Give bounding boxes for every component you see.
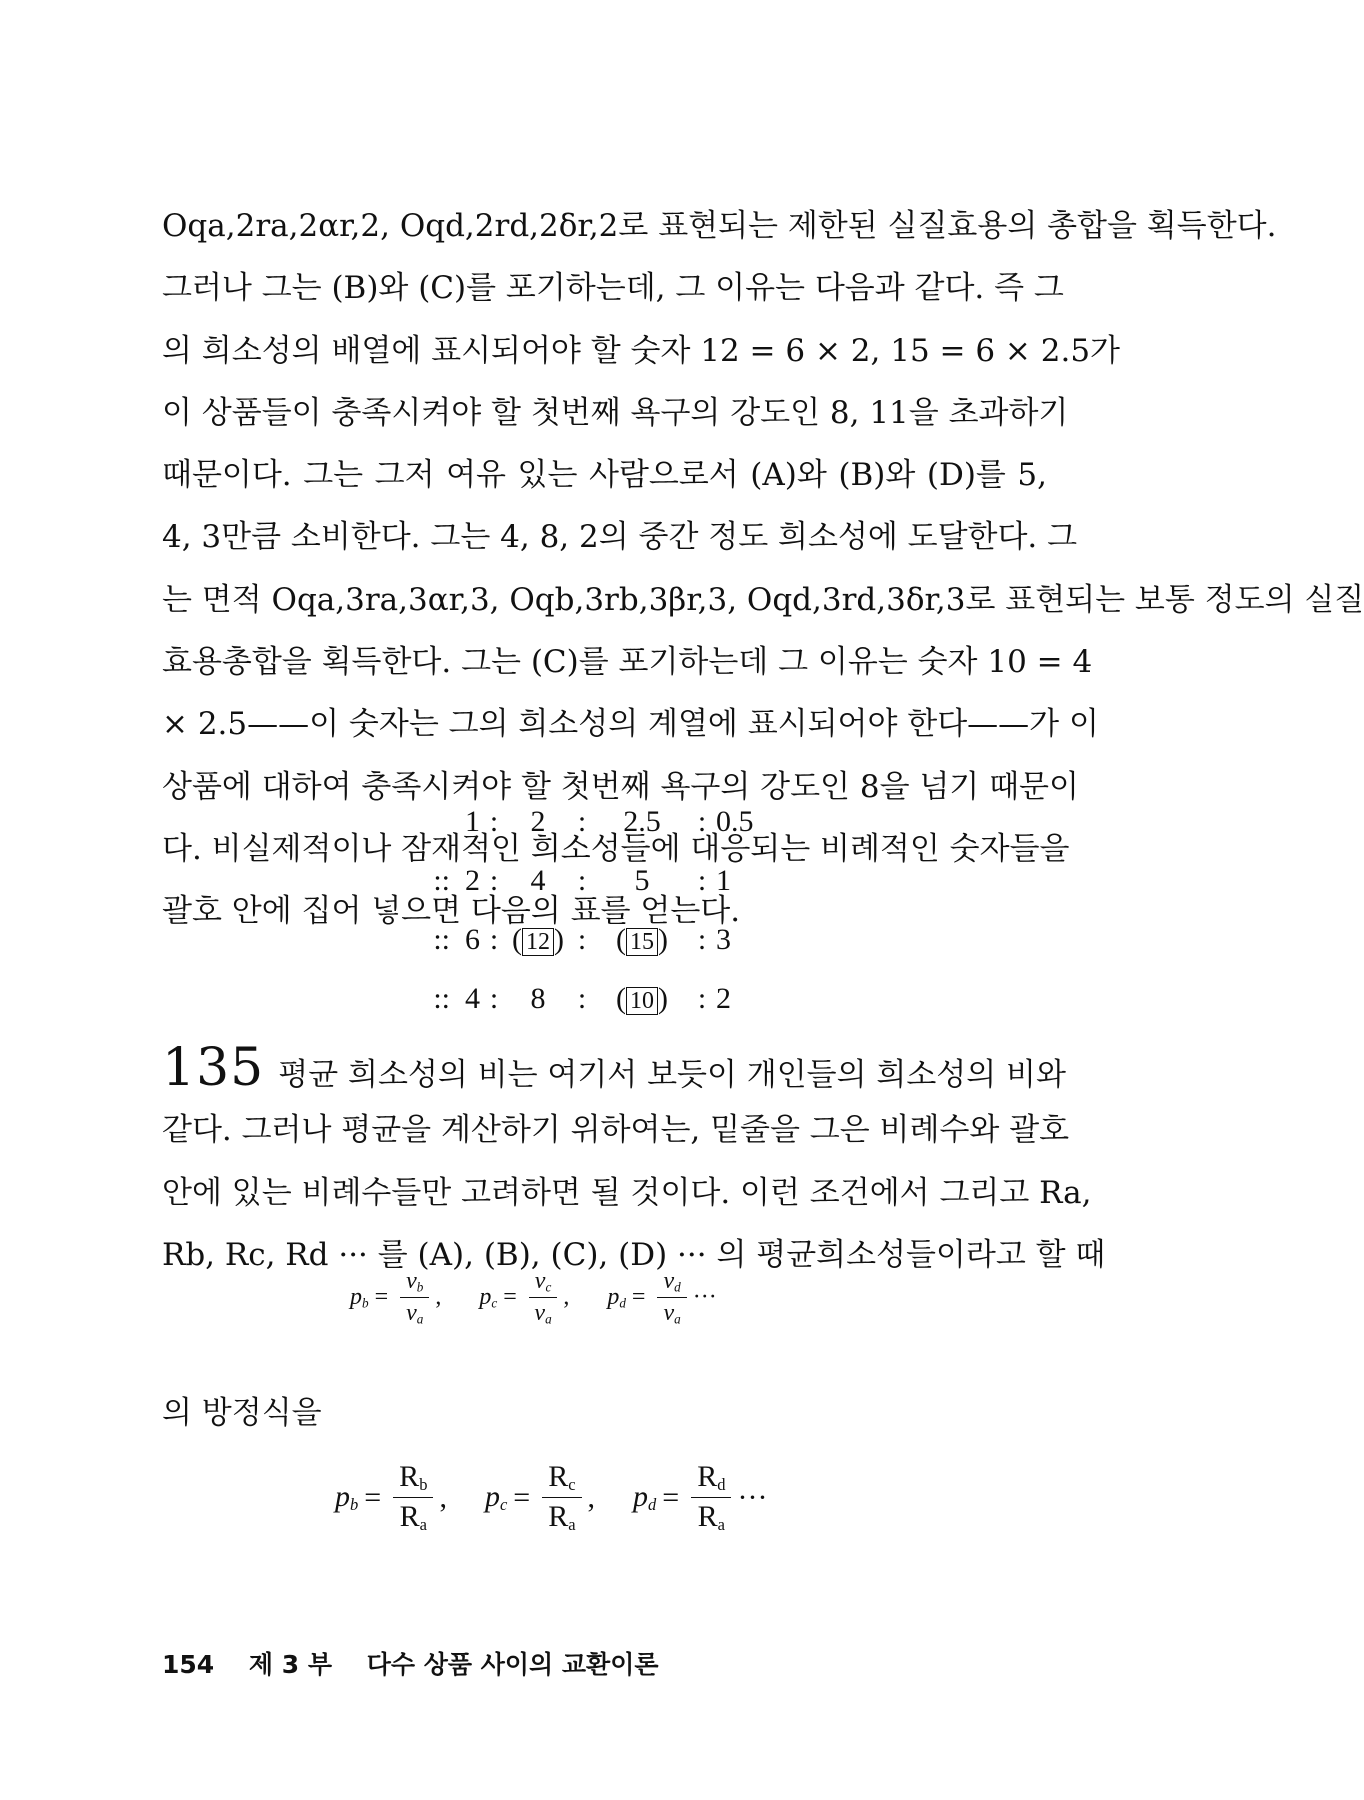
numerator: $R_b$ (393, 1460, 433, 1498)
formula-tail: , (435, 1284, 442, 1311)
text-line: 의 희소성의 배열에 표시되어야 할 숫자 12 = 6 × 2, 15 = 6 × 2.5가 (162, 332, 1121, 369)
text-line: Rb, Rc, Rd ··· 를 (A), (B), (C), (D) ··· 의 평균희소성들이라고 할 때 (162, 1236, 1106, 1273)
ratio-sep: : (489, 805, 499, 838)
formula-tail: , (563, 1284, 570, 1311)
text-line: 효용총합을 획득한다. 그는 (C)를 포기하는데 그 이유는 숫자 10 = 4 (162, 644, 1093, 681)
ratio-sep: : (697, 805, 707, 838)
formula-term (335, 1460, 447, 1535)
ratio-c: ( 15 ) (616, 923, 668, 956)
formula-lhs: $p_d$ (607, 1284, 626, 1311)
numerator: $R_c$ (542, 1460, 581, 1498)
ratio-d: 0.5 (716, 805, 754, 838)
text-line: 안에 있는 비례수들만 고려하면 될 것이다. 이런 조건에서 그리고 Ra, (162, 1174, 1092, 1211)
ratio-row (390, 792, 766, 851)
ratio-row (390, 851, 766, 910)
formula-term (607, 1268, 716, 1328)
formula-scarcity-ratios (335, 1460, 805, 1535)
fraction (400, 1268, 429, 1328)
denominator: $v_a$ (534, 1300, 552, 1327)
ratio-sep: : (489, 923, 499, 956)
ratio-lead: :: (433, 923, 450, 956)
text-line: 상품에 대하여 충족시켜야 할 첫번째 욕구의 강도인 8을 넘기 때문이 (162, 768, 1079, 805)
part-label: 제 3 부 (248, 1650, 333, 1679)
ratio-sep: : (489, 864, 499, 897)
formula-lhs: $p_c$ (479, 1284, 498, 1311)
page-number: 154 (162, 1650, 215, 1679)
fraction (529, 1268, 558, 1328)
ratio-d: 1 (716, 864, 731, 897)
formula-velocity-ratios (350, 1268, 755, 1328)
ratio-table (390, 792, 766, 1028)
ratio-sep: : (577, 805, 587, 838)
ratio-row (390, 910, 766, 969)
text-line: 평균 희소성의 비는 여기서 보듯이 개인들의 희소성의 비와 (278, 1057, 1066, 1093)
equals-sign: = (631, 1284, 646, 1311)
formula-tail: , (587, 1480, 596, 1514)
formula-term (633, 1460, 767, 1535)
ratio-sep: : (577, 923, 587, 956)
equals-sign: = (364, 1480, 382, 1514)
formula-term (485, 1460, 595, 1535)
denominator: $v_a$ (663, 1300, 681, 1327)
numerator: $v_c$ (529, 1268, 558, 1298)
denominator: $R_a$ (399, 1500, 427, 1535)
boxed-value: 10 (626, 987, 658, 1015)
equals-sign: = (662, 1480, 680, 1514)
ratio-sep: : (489, 982, 499, 1015)
formula-lhs: $p_b$ (350, 1284, 369, 1311)
ratio-lead: :: (433, 864, 450, 897)
ratio-sep: : (697, 982, 707, 1015)
fraction (542, 1460, 581, 1535)
text-line: 이 상품들이 충족시켜야 할 첫번째 욕구의 강도인 8, 11을 초과하기 (162, 394, 1069, 431)
fraction (657, 1268, 686, 1328)
text-line: 같다. 그러나 평균을 계산하기 위하여는, 밑줄을 그은 비례수와 괄호 (162, 1112, 1070, 1149)
bridge-text: 의 방정식을 (162, 1395, 322, 1431)
text-line: × 2.5——이 숫자는 그의 희소성의 계열에 표시되어야 한다——가 이 (162, 706, 1099, 743)
text-line: 4, 3만큼 소비한다. 그는 4, 8, 2의 중간 정도 희소성에 도달한다. 그 (162, 519, 1078, 556)
ratio-c: ( 10 ) (616, 982, 668, 1015)
fraction (393, 1460, 433, 1535)
text-line: 그러나 그는 (B)와 (C)를 포기하는데, 그 이유는 다음과 같다. 즉 그 (162, 270, 1064, 307)
denominator: $v_a$ (406, 1300, 424, 1327)
formula-tail: ··· (737, 1480, 768, 1514)
ratio-sep: : (577, 982, 587, 1015)
text-line: 다. 비실제적이나 잠재적인 희소성들에 대응되는 비례적인 숫자들을 (162, 830, 1070, 867)
equals-sign: = (374, 1284, 389, 1311)
section-first-line (162, 1037, 1066, 1099)
ratio-c: 5 (634, 864, 650, 897)
numerator: $R_d$ (691, 1460, 731, 1498)
text-line: 때문이다. 그는 그저 여유 있는 사람으로서 (A)와 (B)와 (D)를 5, (162, 457, 1047, 494)
ratio-b: 2 (530, 805, 546, 838)
formula-lhs: $p_c$ (484, 1480, 508, 1515)
formula-lhs: $p_b$ (335, 1480, 359, 1515)
formula-term (350, 1268, 441, 1328)
section-number: 135 (162, 1038, 265, 1098)
ratio-sep: : (697, 923, 707, 956)
text-line: 괄호 안에 집어 넣으면 다음의 표를 얻는다. (162, 893, 741, 930)
ratio-sep: : (697, 864, 707, 897)
ratio-sep: : (577, 864, 587, 897)
ratio-d: 2 (716, 982, 731, 1015)
ratio-b: 8 (530, 982, 546, 1015)
section-135 (162, 1037, 1106, 1286)
formula-tail: ··· (692, 1284, 717, 1311)
ratio-d: 3 (716, 923, 731, 956)
ratio-lead (390, 792, 454, 851)
fraction (691, 1460, 731, 1535)
ratio-c: 2.5 (623, 805, 661, 838)
ratio-a: 6 (465, 923, 480, 956)
page-footer (162, 1645, 685, 1681)
boxed-value: 15 (626, 928, 658, 956)
text-line: 는 면적 Oqa,3ra,3αr,3, Oqb,3rb,3βr,3, Oqd,3rd,3δr,3로 표현되는 보통 정도의 실질 (162, 581, 1364, 618)
denominator: $R_a$ (548, 1500, 576, 1535)
denominator: $R_a$ (697, 1500, 725, 1535)
ratio-b: 4 (530, 864, 546, 897)
ratio-a: 2 (465, 864, 480, 897)
formula-term (479, 1268, 569, 1328)
numerator: $v_b$ (400, 1268, 429, 1298)
text-line: Oqa,2ra,2αr,2, Oqd,2rd,2δr,2로 표현되는 제한된 실질효용의 총합을 획득한다. (162, 208, 1277, 244)
formula-lhs: $p_d$ (633, 1480, 657, 1515)
equals-sign: = (513, 1480, 531, 1514)
ratio-a: 1 (465, 805, 480, 838)
boxed-value: 12 (522, 928, 554, 956)
ratio-lead: :: (433, 982, 450, 1015)
chapter-title: 다수 상품 사이의 교환이론 (366, 1650, 659, 1679)
formula-tail: , (439, 1480, 447, 1514)
numerator: $v_d$ (657, 1268, 686, 1298)
ratio-row (390, 969, 766, 1028)
equals-sign: = (503, 1284, 517, 1311)
ratio-a: 4 (465, 982, 480, 1015)
ratio-b: ( 12 ) (512, 923, 564, 956)
